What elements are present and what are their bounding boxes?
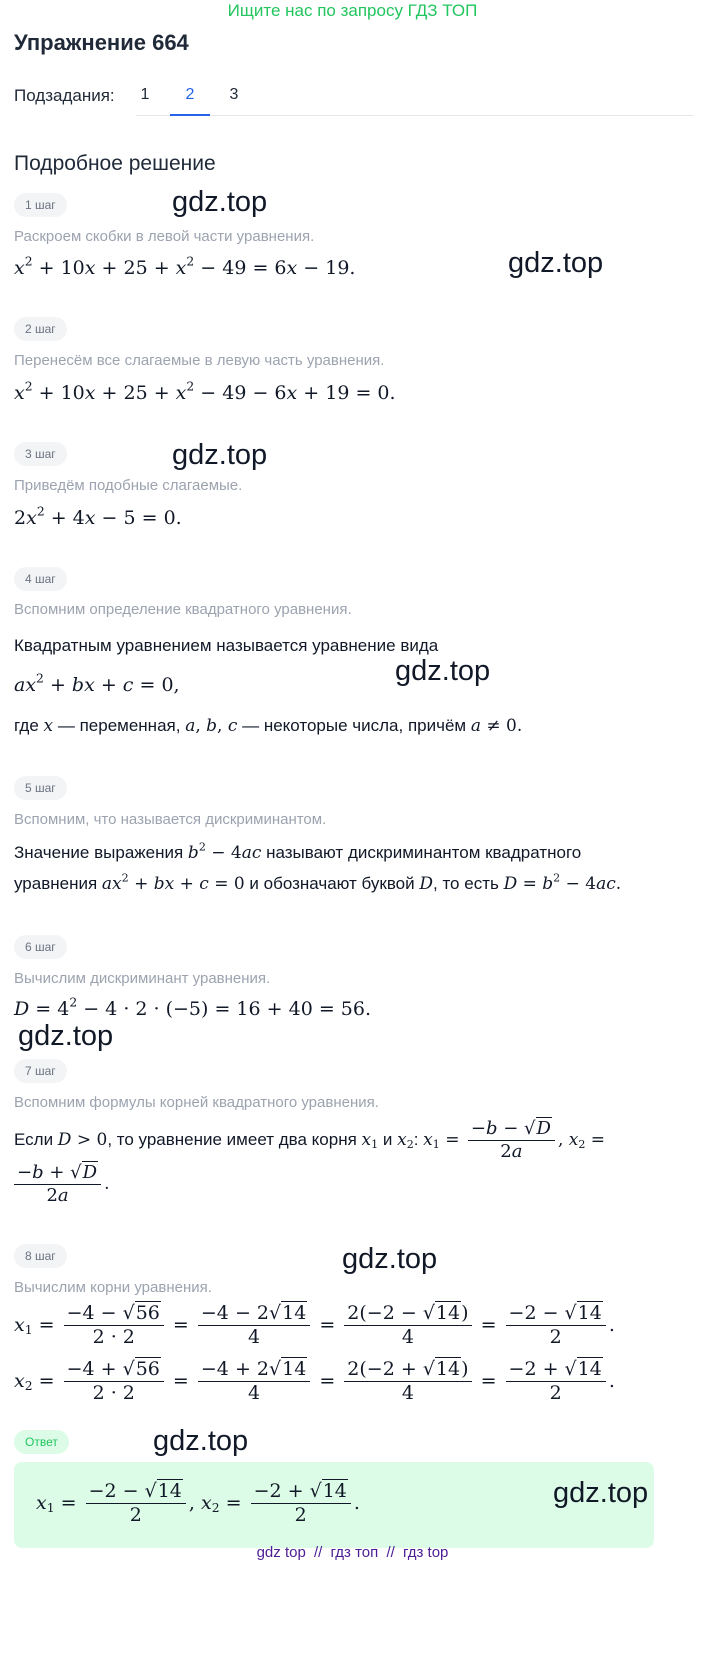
footer-links: [0, 1544, 705, 1561]
step-5-badge: 5 шаг: [14, 776, 67, 800]
step-3-badge: 3 шаг: [14, 442, 67, 466]
subtasks-nav: [14, 82, 694, 116]
step-5-hint: Вспомним, что называется дискриминантом.: [14, 811, 327, 828]
step-7-text-cont: $\frac{-b + √D}{2a}$ .: [14, 1162, 109, 1207]
step-4-definition: Квадратным уравнением называется уравнение вида: [14, 636, 439, 655]
step-1-badge: 1 шаг: [14, 193, 67, 217]
step-8-formula-x1: $x_1$ = $\frac{-4 - √56}{2 \cdot 2}$ = $\frac{-4 - 2√14}{4}$ = $\frac{2(-2 - √14)}{4}$ = $\frac{-2 - √14}{2}$ .: [14, 1302, 615, 1348]
watermark: gdz.top: [172, 439, 268, 471]
top-banner[interactable]: Ищите нас по запросу ГДЗ ТОП: [227, 1, 478, 20]
watermark: gdz.top: [395, 655, 491, 687]
step-8-formula-x2: $x_2$ = $\frac{-4 + √56}{2 \cdot 2}$ = $\frac{-4 + 2√14}{4}$ = $\frac{2(-2 + √14)}{4}$ = $\frac{-2 + √14}{2}$ .: [14, 1358, 615, 1404]
footer-link-gdz-top-mixed[interactable]: гдз top: [402, 1544, 449, 1561]
step-4-variables: где x — переменная, a, b, c — некоторые числа, причём a ≠ 0.: [14, 716, 523, 736]
step-1-hint: Раскроем скобки в левой части уравнения.: [14, 228, 315, 245]
step-6-formula: $D = 4^2 - 4 \cdot 2 \cdot (-5) = 16 + 40 = 56$.: [14, 995, 372, 1020]
step-5-text-2: уравнения $ax^2$ + bx + c = 0 и обозначают буквой D, то есть $D = b^2 - 4ac$.: [14, 871, 622, 894]
step-4-formula: $ax^2$ + bx + c = 0,: [14, 671, 180, 696]
tab-subtask-2[interactable]: 2: [170, 86, 210, 116]
step-6-badge: 6 шаг: [14, 935, 67, 959]
step-3-formula: $2x^2 + 4x - 5 = 0$.: [14, 504, 182, 529]
step-7-text: Если D > 0, то уравнение имеет два корня $x_1$ и $x_2$: $x_1$ = $\frac{-b - √D}{2a}$ , $x_2$ =: [14, 1118, 606, 1162]
watermark: gdz.top: [553, 1477, 649, 1509]
footer-separator: //: [386, 1544, 395, 1561]
footer-link-gdz-top-ru[interactable]: гдз топ: [330, 1544, 379, 1561]
step-4-hint: Вспомним определение квадратного уравнения.: [14, 601, 352, 618]
step-1-formula: $x^2 + 10x + 25 + x^2 - 49 = 6x - 19$.: [14, 254, 356, 279]
step-7-badge: 7 шаг: [14, 1059, 67, 1083]
answer-formula: $x_1$ = $\frac{-2 - √14}{2}$ , $x_2$ = $\frac{-2 + √14}{2}$ .: [36, 1480, 360, 1526]
watermark: gdz.top: [172, 186, 268, 218]
watermark: gdz.top: [153, 1425, 249, 1457]
step-2-hint: Перенесём все слагаемые в левую часть уравнения.: [14, 352, 385, 369]
tab-subtask-3[interactable]: 3: [229, 86, 239, 103]
step-6-hint: Вычислим дискриминант уравнения.: [14, 970, 271, 987]
subtasks-label: Подзадания:: [14, 86, 115, 105]
step-8-badge: 8 шаг: [14, 1244, 67, 1268]
step-2-badge: 2 шаг: [14, 317, 67, 341]
step-4-badge: 4 шаг: [14, 567, 67, 591]
watermark: gdz.top: [342, 1243, 438, 1275]
footer-separator: //: [313, 1544, 323, 1561]
step-2-formula: $x^2 + 10x + 25 + x^2 - 49 - 6x + 19 = 0$.: [14, 379, 396, 404]
step-5-text-1: Значение выражения $b^2 - 4ac$ называют дискриминантом квадратного: [14, 840, 582, 863]
section-title: Подробное решение: [14, 152, 216, 175]
watermark: gdz.top: [508, 247, 604, 279]
step-7-hint: Вспомним формулы корней квадратного уравнения.: [14, 1094, 379, 1111]
step-8-hint: Вычислим корни уравнения.: [14, 1279, 212, 1296]
footer-link-gdz-top[interactable]: gdz top: [256, 1544, 306, 1561]
answer-badge: Ответ: [14, 1430, 69, 1454]
step-3-hint: Приведём подобные слагаемые.: [14, 477, 243, 494]
tab-subtask-1[interactable]: 1: [140, 86, 150, 103]
watermark: gdz.top: [18, 1020, 114, 1052]
page-title: Упражнение 664: [14, 30, 189, 55]
